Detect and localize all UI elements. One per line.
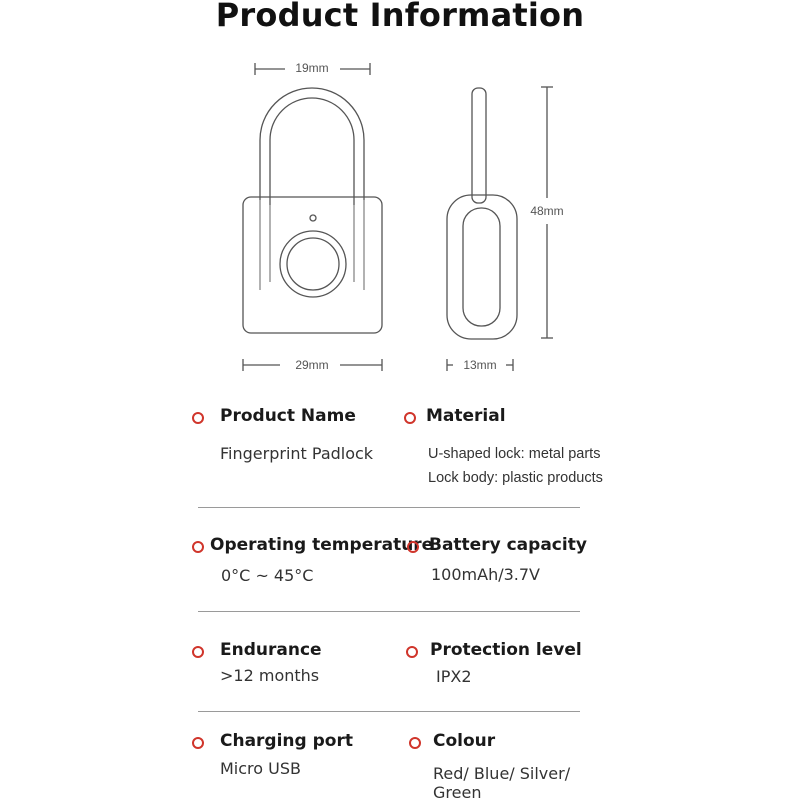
spec-value: U-shaped lock: metal parts	[428, 446, 601, 462]
spec-value: Fingerprint Padlock	[220, 444, 374, 463]
circle-bullet-icon	[409, 737, 421, 749]
front-shackle-inner	[270, 98, 354, 205]
spec-label: Material	[426, 406, 506, 426]
circle-bullet-icon	[404, 412, 416, 424]
dimension-depth: 13mm	[463, 358, 497, 372]
front-shackle-outer	[260, 88, 364, 200]
spec-value: IPX2	[436, 667, 472, 686]
front-lock-body	[243, 197, 382, 333]
dimension-shackle-width: 19mm	[295, 61, 329, 75]
spec-label: Protection level	[430, 640, 582, 660]
spec-value: Green	[433, 783, 482, 802]
spec-label: Product Name	[220, 406, 356, 426]
spec-value: Micro USB	[220, 759, 301, 778]
spec-label: Colour	[433, 731, 496, 751]
circle-bullet-icon	[406, 646, 418, 658]
circle-bullet-icon	[192, 412, 204, 424]
fingerprint-sensor-outer	[280, 231, 346, 297]
circle-bullet-icon	[192, 737, 204, 749]
dimension-height: 48mm	[530, 204, 564, 218]
divider	[198, 507, 580, 508]
circle-bullet-icon	[407, 541, 419, 553]
spec-label: Endurance	[220, 640, 322, 660]
dimension-body-width: 29mm	[295, 358, 329, 372]
side-shackle	[472, 88, 486, 203]
side-body-inset	[463, 208, 500, 326]
side-lock-body	[447, 195, 517, 339]
circle-bullet-icon	[192, 646, 204, 658]
spec-value: Red/ Blue/ Silver/	[433, 764, 571, 783]
circle-bullet-icon	[192, 541, 204, 553]
spec-label: Battery capacity	[429, 535, 587, 555]
spec-value: Lock body: plastic products	[428, 470, 603, 486]
divider	[198, 611, 580, 612]
page-title: Product Information	[215, 0, 585, 34]
divider	[198, 711, 580, 712]
fingerprint-sensor-inner	[287, 238, 339, 290]
padlock-dimension-drawing	[0, 0, 800, 400]
spec-value: 0°C ~ 45°C	[221, 566, 314, 585]
spec-value: >12 months	[220, 666, 320, 685]
indicator-light	[310, 215, 316, 221]
spec-value: 100mAh/3.7V	[431, 565, 540, 584]
spec-label: Operating temperature	[210, 535, 434, 555]
spec-label: Charging port	[220, 731, 353, 751]
